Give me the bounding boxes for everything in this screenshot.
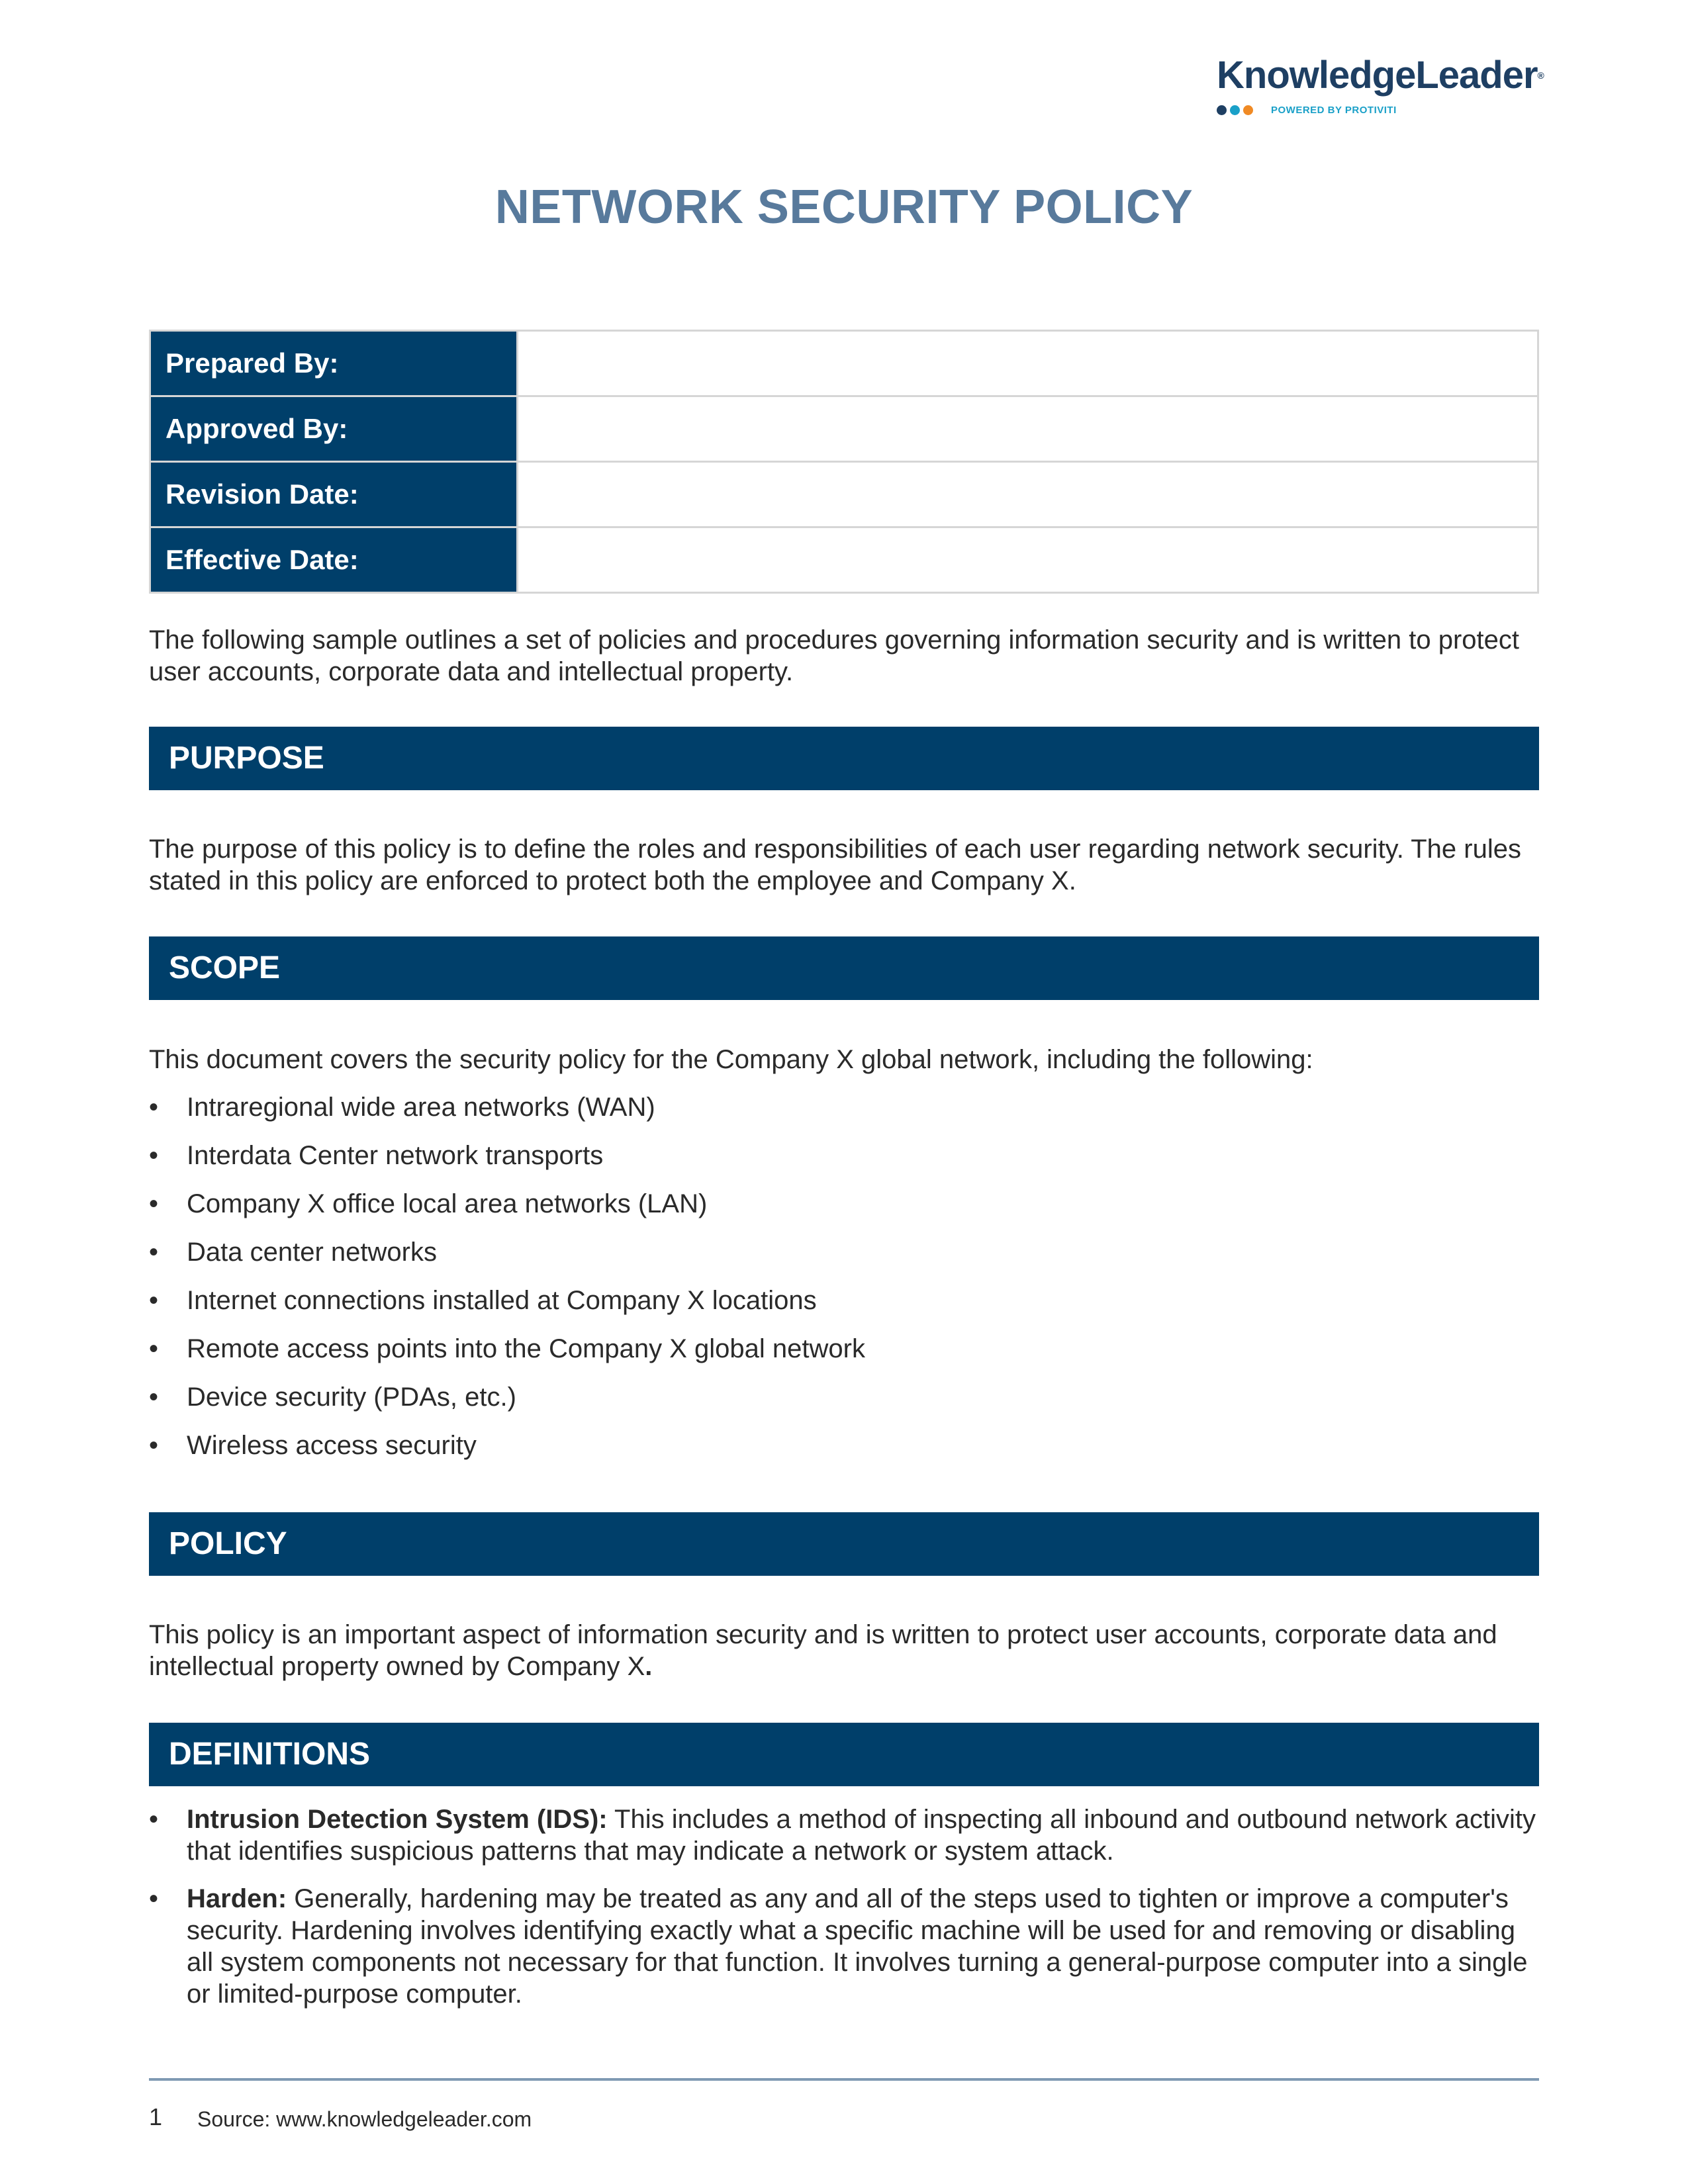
list-item: • Interdata Center network transports: [149, 1141, 604, 1170]
footer-source: Source: www.knowledgeleader.com: [197, 2107, 532, 2131]
definition-term: Intrusion Detection System (IDS):: [187, 1805, 608, 1834]
bullet-icon: •: [149, 1334, 159, 1363]
policy-paragraph: This policy is an important aspect of information security and is written to protect user accounts, corporate data and intellectual property owned by Company X.: [149, 1620, 1497, 1681]
logo-tagline: POWERED BY PROTIVITI: [1271, 105, 1397, 116]
bullet-icon: •: [149, 1286, 159, 1315]
logo-dot-teal-icon: [1230, 105, 1240, 115]
effective-date-field[interactable]: [518, 527, 1538, 593]
approved-by-field[interactable]: [518, 396, 1538, 462]
list-item: • Company X office local area networks (LAN): [149, 1189, 708, 1218]
list-item: • Wireless access security: [149, 1431, 477, 1460]
bullet-icon: •: [149, 1383, 159, 1412]
list-item: • Internet connections installed at Company X locations: [149, 1286, 817, 1315]
table-row: [150, 331, 1538, 396]
approved-by-label: Approved By:: [150, 396, 518, 462]
revision-date-label: Revision Date:: [150, 462, 518, 527]
document-title: NETWORK SECURITY POLICY: [494, 181, 1194, 234]
registered-mark-icon: ®: [1537, 70, 1544, 81]
logo-dot-orange-icon: [1243, 105, 1253, 115]
footer-divider: [149, 2078, 1539, 2081]
bullet-icon: •: [149, 1189, 159, 1218]
document-info-table: [149, 330, 1539, 594]
table-row: [150, 527, 1538, 593]
list-item: • Intraregional wide area networks (WAN): [149, 1093, 655, 1122]
definition-item: [149, 1883, 1539, 2010]
logo-wordmark: KnowledgeLeader: [1217, 54, 1538, 97]
bullet-icon: •: [149, 1431, 159, 1460]
effective-date-label: Effective Date:: [150, 527, 518, 593]
definition-term: Harden:: [187, 1884, 287, 1913]
definition-text: Generally, hardening may be treated as any and all of the steps used to tighten or improve a computer's security. Hardening involves identifying exactly what a specific machine will be used for and removing or disabling all system components not necessary for that function. It involves turning a general-purpose computer into a single or limited-purpose computer.: [187, 1884, 1528, 2009]
definitions-list: [149, 1803, 1539, 2026]
table-row: [150, 396, 1538, 462]
definition-item: [149, 1803, 1539, 1867]
section-heading-definitions: DEFINITIONS: [149, 1723, 1539, 1786]
list-item: • Device security (PDAs, etc.): [149, 1383, 516, 1412]
scope-list: [149, 1091, 1539, 1478]
definition-text: This includes a method of inspecting all inbound and outbound network activity that identifies suspicious patterns that may indicate a network or system attack.: [187, 1805, 1536, 1866]
scope-paragraph: This document covers the security policy for the Company X global network, including the following:: [149, 1045, 1313, 1074]
bullet-icon: •: [149, 1805, 159, 1834]
bullet-icon: •: [149, 1884, 159, 1913]
table-row: [150, 462, 1538, 527]
bullet-icon: •: [149, 1141, 159, 1170]
prepared-by-field[interactable]: [518, 331, 1538, 396]
section-heading-scope: SCOPE: [149, 936, 1539, 1000]
list-item: • Data center networks: [149, 1238, 437, 1267]
logo-dot-navy-icon: [1217, 105, 1227, 115]
purpose-paragraph: The purpose of this policy is to define the roles and responsibilities of each user regarding network security. The rules stated in this policy are enforced to protect both the employee and Company X.: [149, 835, 1521, 895]
list-item: • Remote access points into the Company X global network: [149, 1334, 865, 1363]
prepared-by-label: Prepared By:: [150, 331, 518, 396]
bullet-icon: •: [149, 1093, 159, 1122]
knowledgeleader-logo: [1217, 54, 1544, 127]
intro-paragraph: The following sample outlines a set of policies and procedures governing information security and is written to protect user accounts, corporate data and intellectual property.: [149, 625, 1519, 686]
bullet-icon: •: [149, 1238, 159, 1267]
revision-date-field[interactable]: [518, 462, 1538, 527]
section-heading-policy: POLICY: [149, 1512, 1539, 1576]
page-number: 1: [149, 2103, 163, 2130]
section-heading-purpose: PURPOSE: [149, 727, 1539, 790]
